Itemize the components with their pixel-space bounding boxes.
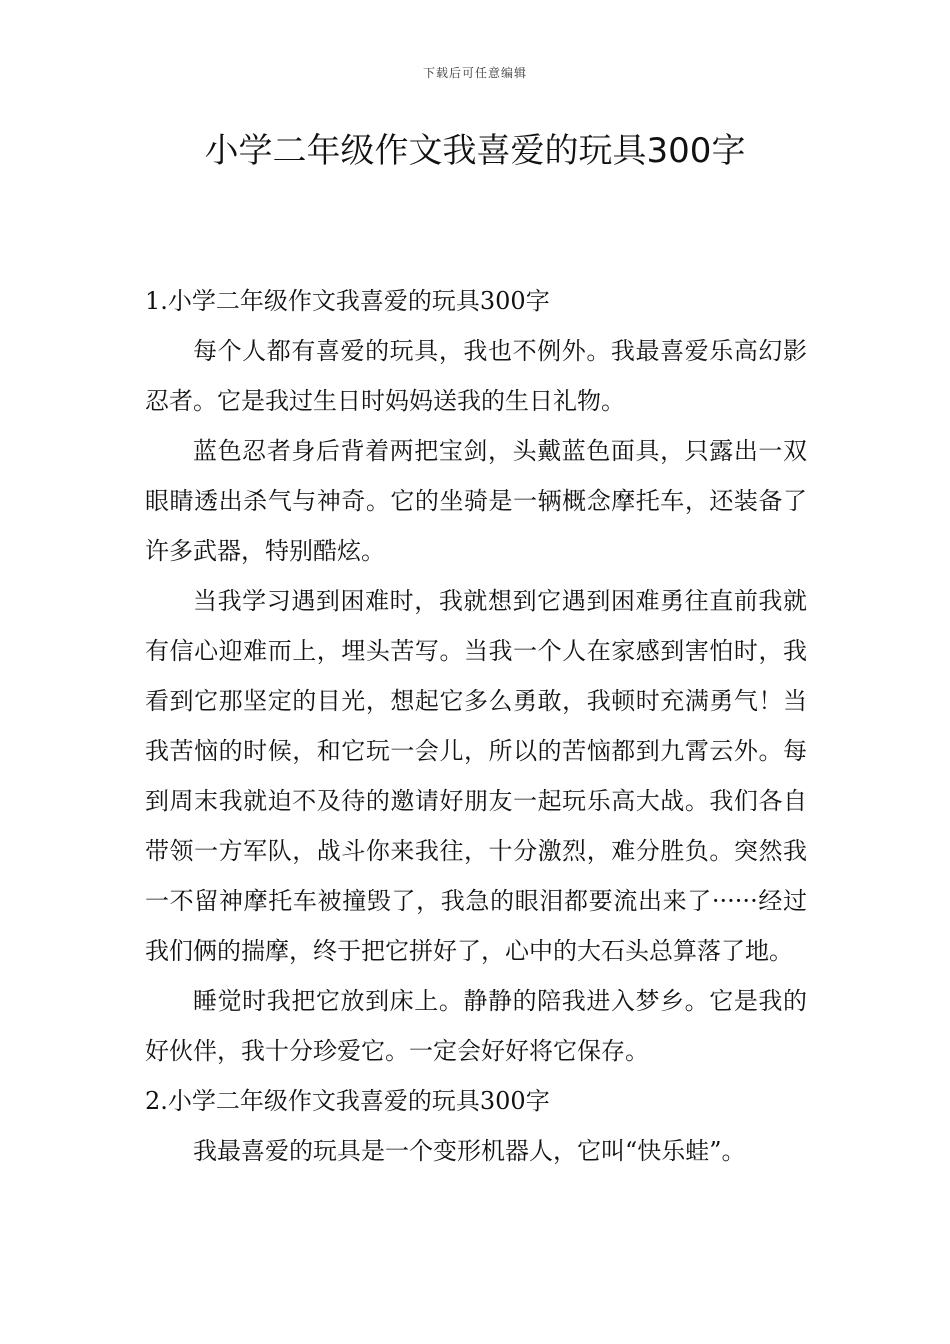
- paragraph: 每个人都有喜爱的玩具，我也不例外。我最喜爱乐高幻影忍者。它是我过生日时妈妈送我的生日礼物。: [145, 337, 807, 415]
- paragraph: 蓝色忍者身后背着两把宝剑，头戴蓝色面具，只露出一双眼睛透出杀气与神奇。它的坐骑是一辆概念摩托车，还装备了许多武器，特别酷炫。: [145, 437, 807, 565]
- section-heading-2: 2.小学二年级作文我喜爱的玩具300字: [145, 1087, 550, 1115]
- paragraph: 我最喜爱的玩具是一个变形机器人，它叫“快乐蛙”。: [193, 1137, 746, 1165]
- header-note: 下载后可任意编辑: [422, 66, 527, 80]
- paragraph: 当我学习遇到困难时，我就想到它遇到困难勇往直前我就有信心迎难而上，埋头苦写。当我一个人在家感到害怕时，我看到它那坚定的目光，想起它多么勇敢，我顿时充满勇气！当我苦恼的时候，和它玩一会儿，所以的苦恼都到九霄云外。每到周末我就迫不及待的邀请好朋友一起玩乐高大战。我们各自带领一方军队，战斗你来我往，十分激烈，难分胜负。突然我一不留神摩托车被撞毁了，我急的眼泪都要流出来了······经过我们俩的揣摩，终于把它拼好了，心中的大石头总算落了地。: [145, 587, 807, 965]
- page-title: 小学二年级作文我喜爱的玩具300字: [204, 131, 746, 171]
- section-heading-1: 1.小学二年级作文我喜爱的玩具300字: [145, 287, 550, 315]
- paragraph: 睡觉时我把它放到床上。静静的陪我进入梦乡。它是我的好伙伴，我十分珍爱它。一定会好好将它保存。: [145, 987, 807, 1065]
- document-body: [145, 276, 807, 1176]
